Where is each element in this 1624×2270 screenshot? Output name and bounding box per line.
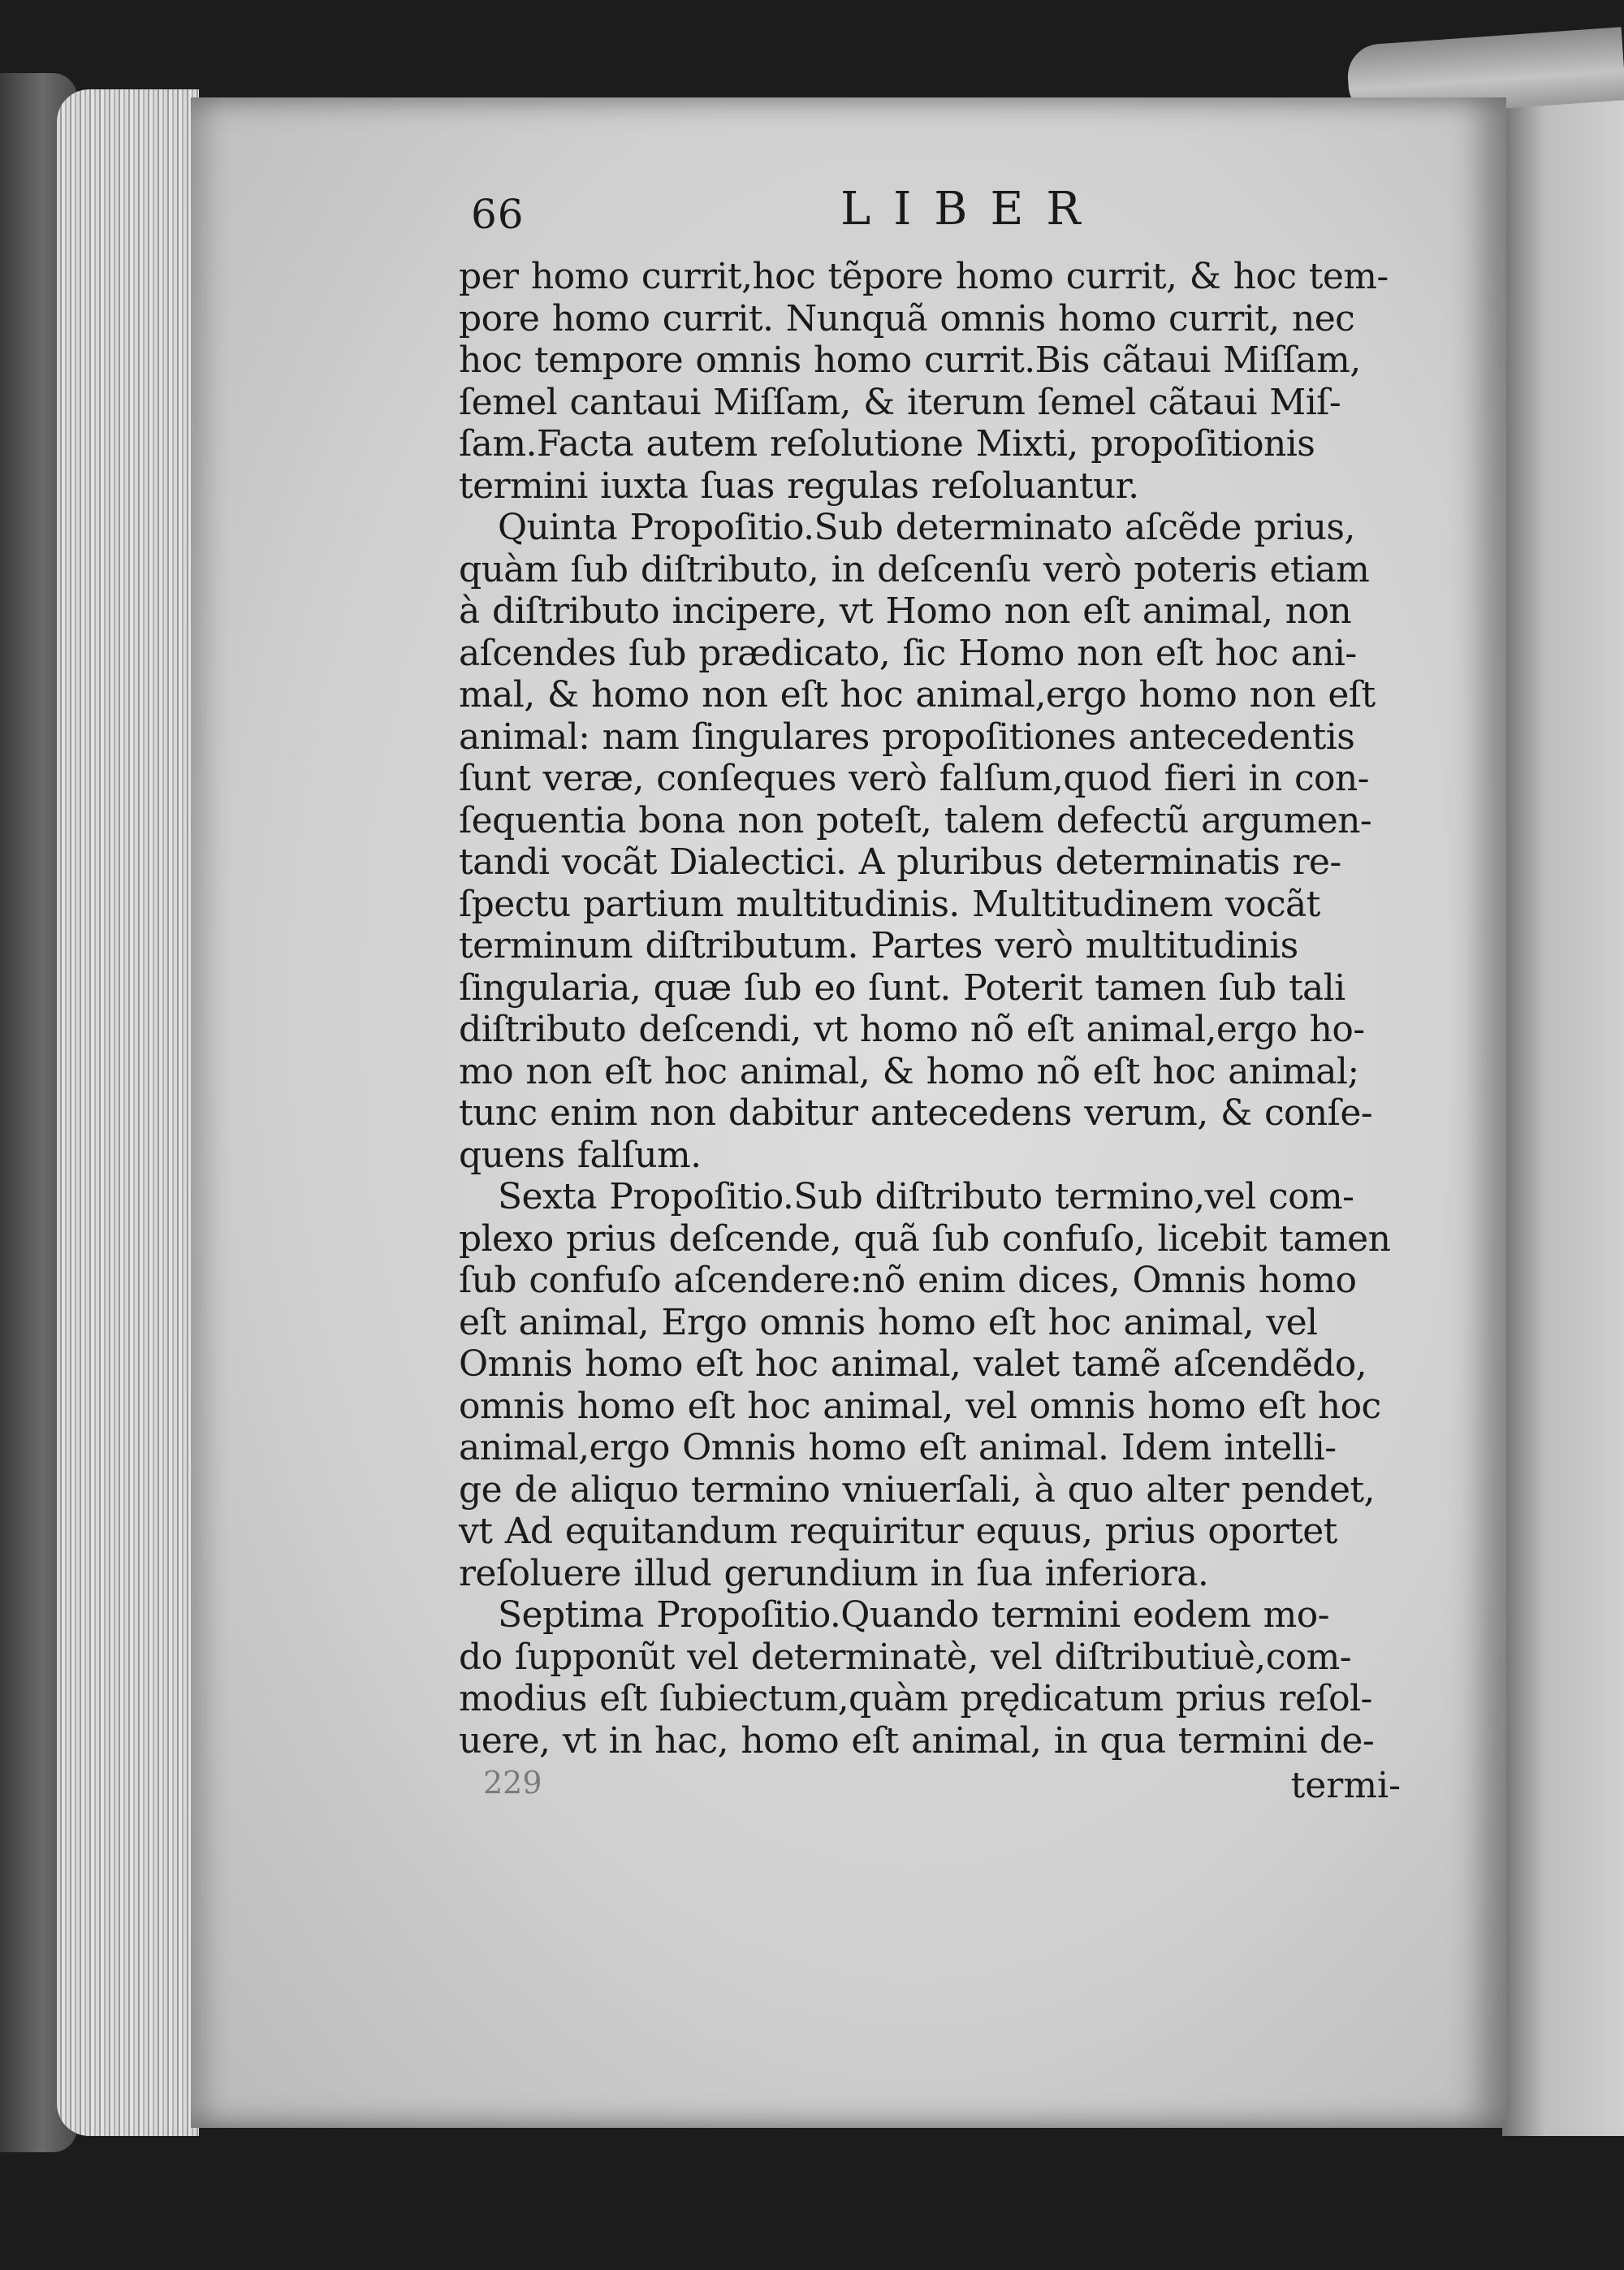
- text-line: omnis homo eſt hoc animal, vel omnis homo eſt hoc: [459, 1385, 1381, 1427]
- signature-mark: 229: [483, 1765, 542, 1801]
- text-line: tandi vocãt Dialectici. A pluribus determinatis re-: [459, 841, 1341, 883]
- text-line: mo non eſt hoc animal, & homo nõ eſt hoc animal;: [459, 1050, 1359, 1092]
- text-line: pore homo currit. Nunquã omnis homo currit, nec: [459, 297, 1355, 339]
- facing-page-edge: [1502, 81, 1624, 2136]
- text-line: do ſupponũt vel determinatè, vel diſtributiuè,com-: [459, 1636, 1352, 1678]
- text-line: ſub confuſo aſcendere:nõ enim dices, Omnis homo: [459, 1260, 1357, 1301]
- text-line: aſcendes ſub prædicato, ſic Homo non eſt hoc ani-: [459, 632, 1357, 674]
- text-line: Sexta Propoſitio.Sub diſtributo termino,vel com-: [498, 1176, 1354, 1217]
- text-line: mal, & homo non eſt hoc animal,ergo homo non eſt: [459, 674, 1376, 716]
- page-footer: [459, 1765, 1401, 1814]
- text-line: ge de aliquo termino vniuerſali, à quo alter pendet,: [459, 1468, 1375, 1511]
- text-line: Omnis homo eſt hoc animal, valet tamẽ aſcendẽdo,: [459, 1343, 1367, 1385]
- catchword: termi-: [1290, 1765, 1401, 1806]
- page-edges: [57, 89, 199, 2136]
- text-line: ſequentia bona non poteſt, talem defectũ argumen-: [459, 799, 1372, 841]
- text-line: plexo prius deſcende, quã ſub confuſo, licebit tamen: [459, 1217, 1391, 1260]
- text-line: quens falſum.: [459, 1134, 702, 1176]
- text-line: vt Ad equitandum requiritur equus, prius oportet: [459, 1511, 1337, 1552]
- page-text: [459, 179, 1401, 1814]
- text-line: diſtributo deſcendi, vt homo nõ eſt animal,ergo ho-: [459, 1009, 1365, 1050]
- text-line: animal: nam ſingulares propoſitiones antecedentis: [459, 716, 1355, 758]
- page-number: 66: [471, 191, 525, 238]
- text-line: terminum diſtributum. Partes verò multitudinis: [459, 925, 1298, 966]
- text-line: à diſtributo incipere, vt Homo non eſt animal, non: [459, 590, 1352, 632]
- page-header: [459, 179, 1393, 256]
- text-line: uere, vt in hac, homo eſt animal, in qua termini de-: [459, 1719, 1375, 1762]
- text-line: ſam.Facta autem reſolutione Mixti, propoſitionis: [459, 423, 1315, 465]
- text-line: ſunt veræ, conſeques verò falſum,quod fieri in con-: [459, 758, 1369, 799]
- text-line: ſingularia, quæ ſub eo ſunt. Poterit tamen ſub tali: [459, 966, 1345, 1009]
- text-lines: [459, 256, 1393, 1762]
- text-line: ſpectu partium multitudinis. Multitudinem vocãt: [459, 883, 1320, 925]
- text-line: Septima Propoſitio.Quando termini eodem mo-: [498, 1594, 1329, 1636]
- text-line: ſemel cantaui Miſſam, & iterum ſemel cãtaui Miſ-: [459, 381, 1341, 423]
- text-line: tunc enim non dabitur antecedens verum, & conſe-: [459, 1092, 1373, 1134]
- text-line: eſt animal, Ergo omnis homo eſt hoc animal, vel: [459, 1301, 1318, 1343]
- text-line: animal,ergo Omnis homo eſt animal. Idem intelli-: [459, 1427, 1337, 1468]
- text-line: termini iuxta ſuas regulas reſoluantur.: [459, 465, 1139, 507]
- running-head: LIBER: [840, 183, 1104, 236]
- text-line: reſoluere illud gerundium in ſua inferiora.: [459, 1552, 1209, 1594]
- text-line: Quinta Propoſitio.Sub determinato aſcẽde prius,: [498, 507, 1355, 548]
- text-line: quàm ſub diſtributo, in deſcenſu verò poteris etiam: [459, 548, 1370, 590]
- text-line: hoc tempore omnis homo currit.Bis cãtaui Miſſam,: [459, 339, 1361, 381]
- text-line: modius eſt ſubiectum,quàm prędicatum prius reſol-: [459, 1678, 1372, 1719]
- text-line: per homo currit,hoc tẽpore homo currit, & hoc tem-: [459, 256, 1389, 297]
